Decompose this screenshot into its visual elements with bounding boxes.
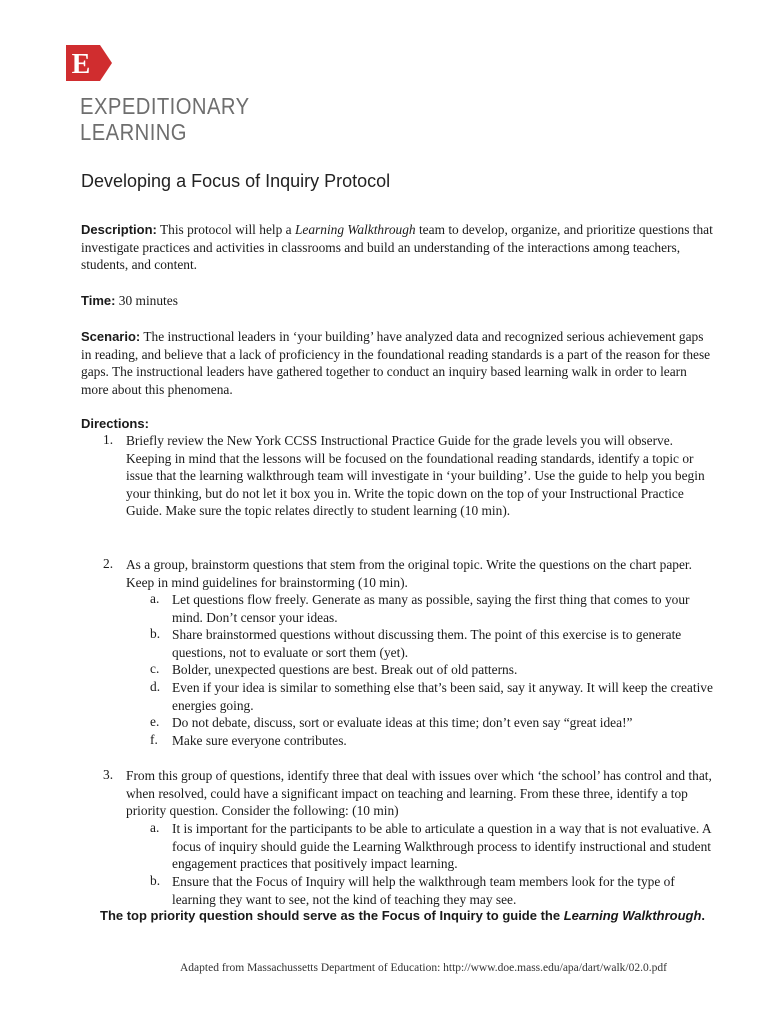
description-section <box>81 221 713 274</box>
conclusion-text-before: The top priority question should serve as the Focus of Inquiry to guide the <box>100 908 564 923</box>
sub-item-text: Let questions flow freely. Generate as many as possible, saying the first thing that comes to your mind. Don’t censor your ideas. <box>172 592 690 625</box>
description-text-after: team to develop, organize, and prioritize questions that investigate practices and activities in classrooms and build an understanding of the interactions among teachers, students, and content. <box>81 222 713 273</box>
sub-item-text: It is important for the participants to be able to articulate a question in a way that is not evaluative. A focus of inquiry should guide the Learning Walkthrough process to identify instructional and student engagement practices that positively impact learning. <box>172 821 712 872</box>
sub-item-letter: d. <box>150 679 161 694</box>
direction-text: As a group, brainstorm questions that stem from the original topic. Write the questions on the chart paper. Keep in mind guidelines for brainstorming (10 min). <box>126 557 692 590</box>
direction-text: Briefly review the New York CCSS Instructional Practice Guide for the grade levels you will observe. Keeping in mind that the lessons will be focused on the foundational reading standards, identify a topic or issue that the learning walkthrough team will investigate in ‘your building’. Use the guide to help you begin your thinking, but do not let it box you in. Write the topic down on the top of your Instructional Practice Guide. Make sure the topic relates directly to student learning (10 min). <box>126 433 705 519</box>
scenario-text: The instructional leaders in ‘your building’ have analyzed data and recognized serious achievement gaps in reading, and believe that a lack of proficiency in the foundational reading standards is a part of the reason for these gaps. The instructional leaders have gathered together to conduct an inquiry based learning walk in order to learn more about this phenomena. <box>81 329 711 397</box>
expeditionary-learning-logo <box>66 45 112 81</box>
brand-line-1: EXPEDITIONARY <box>80 93 250 119</box>
brand-name <box>80 93 250 145</box>
footer-citation: Adapted from Massachussetts Department of Education: http://www.doe.mass.edu/apa/dart/walk/02.0.pdf <box>180 962 667 974</box>
sub-item-letter: b. <box>150 873 161 888</box>
sub-item-letter: a. <box>150 820 160 835</box>
description-text-before: This protocol will help a <box>156 222 295 237</box>
direction-number: 1. <box>103 432 114 447</box>
brand-line-2: LEARNING <box>80 119 188 145</box>
sub-item-text: Make sure everyone contributes. <box>172 733 347 748</box>
scenario-section <box>81 328 713 398</box>
conclusion-text-after: . <box>701 908 706 923</box>
time-value: 30 minutes <box>115 293 178 308</box>
sub-item-letter: f. <box>150 732 158 747</box>
direction-text: From this group of questions, identify three that deal with issues over which ‘the school’ has control and that, when resolved, could have a significant impact on teaching and learning. From these three, identify a top priority question. Consider the following: (10 min) <box>126 768 712 819</box>
sub-item-text: Even if your idea is similar to something else that’s been said, say it anyway. It will keep the creative energies going. <box>172 680 713 713</box>
conclusion-statement <box>100 908 705 923</box>
time-section <box>81 292 713 310</box>
sub-item-text: Do not debate, discuss, sort or evaluate ideas at this time; don’t even say “great idea!” <box>172 715 633 730</box>
directions-label: Directions: <box>81 416 149 431</box>
direction-number: 2. <box>103 556 114 571</box>
sub-item-letter: e. <box>150 714 160 729</box>
sub-item-text: Ensure that the Focus of Inquiry will help the walkthrough team members look for the type of learning they want to see, not the kind of teaching they may see. <box>172 874 675 907</box>
sub-item-text: Bolder, unexpected questions are best. Break out of old patterns. <box>172 662 518 677</box>
logo-letter: E <box>71 49 91 80</box>
page-title: Developing a Focus of Inquiry Protocol <box>81 171 391 191</box>
time-label: Time: <box>81 293 116 308</box>
sub-item-letter: b. <box>150 626 161 641</box>
sub-item-letter: a. <box>150 591 160 606</box>
description-italic: Learning Walkthrough <box>294 222 416 237</box>
sub-item-letter: c. <box>150 661 160 676</box>
description-label: Description: <box>81 222 157 237</box>
conclusion-italic: Learning Walkthrough <box>563 908 702 923</box>
direction-number: 3. <box>103 767 114 782</box>
scenario-label: Scenario: <box>81 329 141 344</box>
sub-item-text: Share brainstormed questions without discussing them. The point of this exercise is to generate questions, not to evaluate or sort them (yet). <box>172 627 682 660</box>
